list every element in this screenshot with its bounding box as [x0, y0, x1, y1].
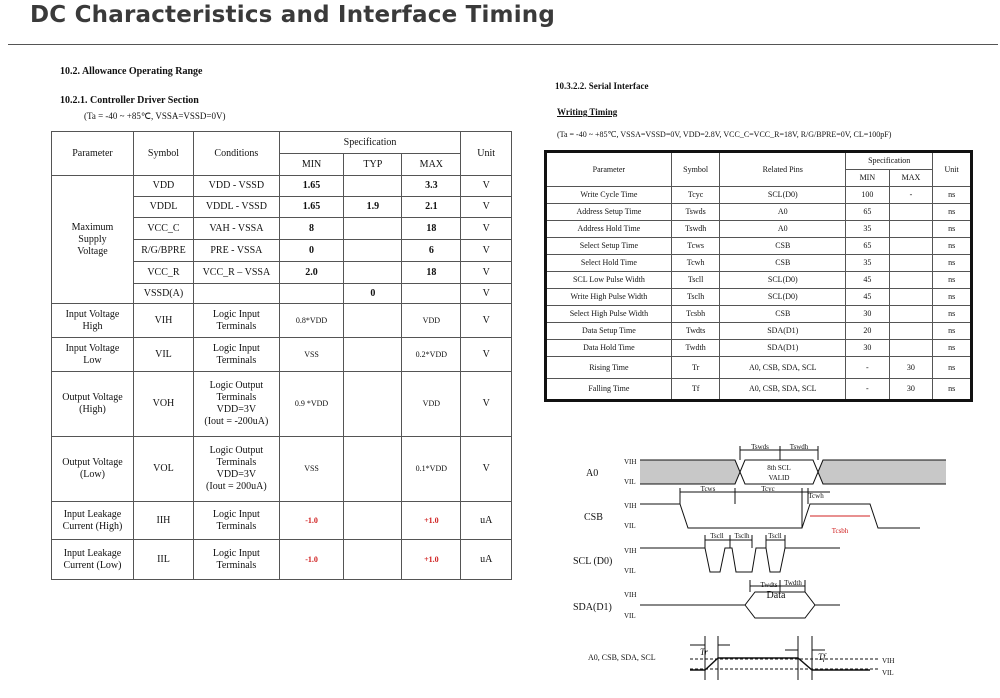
- page-title: DC Characteristics and Interface Timing: [30, 2, 556, 28]
- rf-vil: VIL: [882, 669, 894, 677]
- lbl-tscll-2: Tscll: [768, 532, 782, 540]
- section-heading-serial-interface: 10.3.2.2. Serial Interface: [555, 81, 649, 91]
- table-row: Data Setup Time Twdts SDA(D1) 20 ns: [546, 323, 972, 340]
- sda-vih: VIH: [624, 591, 637, 599]
- rf-signals-label: A0, CSB, SDA, SCL: [588, 653, 656, 662]
- rf-vih: VIH: [882, 657, 895, 665]
- section-heading-controller-driver: 10.2.1. Controller Driver Section: [60, 95, 199, 106]
- lbl-twdth: Twdth: [784, 579, 802, 587]
- table-row: Input Leakage Current (High) IIH Logic Input Terminals -1.0 +1.0 uA: [52, 502, 512, 540]
- lbl-tcyc: Tcyc: [761, 485, 775, 493]
- table-row: Write Cycle Time Tcyc SCL(D0) 100 - ns: [546, 187, 972, 204]
- header-min: MIN: [279, 154, 344, 176]
- table-row: Select Setup Time Tcws CSB 65 ns: [546, 238, 972, 255]
- table-row: Address Hold Time Tswdh A0 35 ns: [546, 221, 972, 238]
- signal-label-a0: A0: [586, 468, 599, 479]
- scl-vih: VIH: [624, 547, 637, 555]
- csb-vil: VIL: [624, 522, 636, 530]
- sda-data-label: Data: [766, 590, 786, 601]
- header-conditions: Conditions: [193, 132, 279, 176]
- table-row: VSSD(A) 0 V: [52, 284, 512, 304]
- lbl-tcwh: Tcwh: [808, 492, 824, 500]
- si-header-symbol: Symbol: [671, 152, 720, 187]
- csb-waveform: [640, 504, 920, 528]
- sda-wave-top: [640, 592, 840, 605]
- table-row: R/G/BPRE PRE - VSSA 0 6 V: [52, 240, 512, 262]
- header-unit: Unit: [461, 132, 512, 176]
- lbl-tr: Tr: [700, 647, 709, 657]
- sda-vil: VIL: [624, 612, 636, 620]
- si-header-unit: Unit: [933, 152, 972, 187]
- lbl-tscll-1: Tscll: [710, 532, 724, 540]
- table-row: Rising Time Tr A0, CSB, SDA, SCL - 30 ns: [546, 357, 972, 379]
- lbl-tswds: Tswds: [751, 443, 769, 451]
- lbl-tswdh: Tswdh: [789, 443, 809, 451]
- writing-timing-heading: Writing Timing: [557, 107, 618, 117]
- scl-vil: VIL: [624, 567, 636, 575]
- table-row: Data Hold Time Twdth SDA(D1) 30 ns: [546, 340, 972, 357]
- lbl-tcws: Tcws: [700, 485, 716, 493]
- csb-vih: VIH: [624, 502, 637, 510]
- signal-label-scl: SCL (D0): [573, 556, 613, 567]
- table-row: Address Setup Time Tswds A0 65 ns: [546, 204, 972, 221]
- serial-interface-table: [544, 150, 973, 402]
- lbl-tsclh: Tsclh: [734, 532, 750, 540]
- header-max: MAX: [402, 154, 461, 176]
- section-heading-allowance: 10.2. Allowance Operating Range: [60, 66, 203, 77]
- table-row: Output Voltage (High) VOH Logic Output Terminals VDD=3V (Iout = -200uA) 0.9 *VDD VDD V: [52, 372, 512, 437]
- lbl-tf: Tf: [818, 652, 826, 662]
- rise-fall-waveform: [690, 658, 870, 670]
- a0-vih: VIH: [624, 458, 637, 466]
- a0-valid-line1: 8th SCL: [767, 464, 791, 472]
- table-row: Output Voltage (Low) VOL Logic Output Terminals VDD=3V (Iout = 200uA) VSS 0.1*VDD V: [52, 437, 512, 502]
- si-header-specification: Specification: [846, 152, 933, 170]
- table-row: Write High Pulse Width Tsclh SCL(D0) 45 ns: [546, 289, 972, 306]
- si-header-min: MIN: [846, 170, 889, 187]
- table-row: Falling Time Tf A0, CSB, SDA, SCL - 30 ns: [546, 379, 972, 401]
- title-divider: [8, 44, 998, 45]
- table-row: Input Leakage Current (Low) IIL Logic Input Terminals -1.0 +1.0 uA: [52, 540, 512, 580]
- dc-conditions: (Ta = -40 ~ +85℃, VSSA=VSSD=0V): [84, 111, 226, 121]
- a0-vil: VIL: [624, 478, 636, 486]
- table-row: VCC_R VCC_R – VSSA 2.0 18 V: [52, 262, 512, 284]
- signal-label-csb: CSB: [584, 512, 603, 523]
- a0-invalid-region-right: [818, 460, 946, 484]
- table-row: Maximum Supply Voltage VDD VDD - VSSD 1.65 3.3 V: [52, 176, 512, 197]
- group-label-max-supply: Maximum Supply Voltage: [52, 176, 134, 304]
- table-row: Input Voltage Low VIL Logic Input Terminals VSS 0.2*VDD V: [52, 338, 512, 372]
- header-specification: Specification: [279, 132, 461, 154]
- table-row: VCC_C VAH - VSSA 8 18 V: [52, 218, 512, 240]
- dc-characteristics-table: [51, 131, 512, 580]
- si-header-max: MAX: [889, 170, 933, 187]
- table-row: Select High Pulse Width Tcsbh CSB 30 ns: [546, 306, 972, 323]
- table-row: VDDL VDDL - VSSD 1.65 1.9 2.1 V: [52, 197, 512, 218]
- table-row: SCL Low Pulse Width Tscll SCL(D0) 45 ns: [546, 272, 972, 289]
- table-row: Input Voltage High VIH Logic Input Terminals 0.8*VDD VDD V: [52, 304, 512, 338]
- header-symbol: Symbol: [133, 132, 193, 176]
- a0-invalid-region-left: [640, 460, 740, 484]
- sda-wave-bottom: [745, 605, 815, 618]
- serial-conditions: (Ta = -40 ~ +85℃, VSSA=VSSD=0V, VDD=2.8V, VCC_C=VCC_R=18V, R/G/BPRE=0V, CL=100pF): [557, 130, 892, 139]
- signal-label-sda: SDA(D1): [573, 602, 612, 613]
- si-header-parameter: Parameter: [546, 152, 672, 187]
- scl-waveform: [640, 548, 840, 572]
- header-parameter: Parameter: [52, 132, 134, 176]
- a0-valid-line2: VALID: [768, 474, 790, 482]
- table-row: Select Hold Time Tcwh CSB 35 ns: [546, 255, 972, 272]
- lbl-tcsbh: Tcsbh: [831, 527, 849, 535]
- si-header-related-pins: Related Pins: [720, 152, 846, 187]
- header-typ: TYP: [344, 154, 402, 176]
- serial-timing-diagram: [540, 440, 998, 696]
- lbl-twdts: Twdts: [760, 581, 778, 589]
